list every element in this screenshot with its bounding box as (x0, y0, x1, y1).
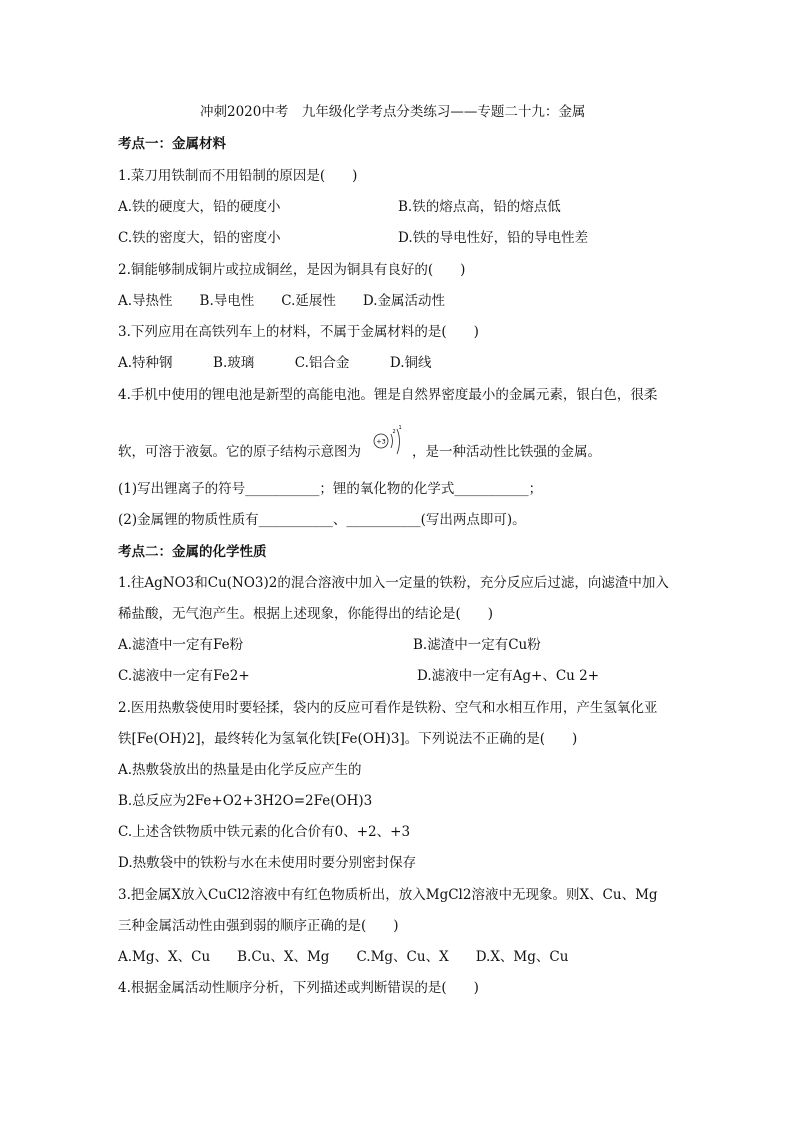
question-4-line-2b: ，是一种活动性比铁强的金属。 (412, 444, 601, 460)
question-2-options: A.导热性 B.导电性 C.延展性 D.金属活动性 (118, 293, 446, 309)
section-heading-1: 考点一：金属材料 (118, 136, 226, 152)
question-5-option-a: A.滤渣中一定有Fe粉 (118, 637, 244, 653)
question-4-line-1: 4.手机中使用的锂电池是新型的高能电池。锂是自然界密度最小的金属元素，银白色，很柔 (118, 387, 658, 403)
question-6-option-d: D.热敷袋中的铁粉与水在未使用时要分别密封保存 (118, 855, 417, 871)
question-6-option-a: A.热敷袋放出的热量是由化学反应产生的 (118, 762, 362, 778)
question-5-line-1: 1.往AgNO3和Cu(NO3)2的混合溶液中加入一定量的铁粉，充分反应后过滤，向滤渣中加入 (118, 575, 669, 591)
shell-1-electrons: 2 (392, 429, 396, 435)
question-7-line-2: 三种金属活动性由强到弱的顺序正确的是( ) (118, 918, 399, 934)
question-8-stem: 4.根据金属活动性顺序分析，下列描述或判断错误的是( ) (118, 980, 479, 996)
question-1-option-c: C.铁的密度大，铅的密度小 (118, 230, 281, 246)
section-heading-2: 考点二：金属的化学性质 (118, 544, 267, 560)
question-1-stem: 1.菜刀用铁制而不用铅制的原因是( ) (118, 168, 358, 184)
question-6-line-2: 铁[Fe(OH)2]，最终转化为氢氧化铁[Fe(OH)3]。下列说法不正确的是( ) (118, 731, 578, 747)
question-4-line-2a: 软，可溶于液氨。它的原子结构示意图为 (118, 444, 361, 460)
question-1-option-d: D.铁的导电性好，铅的导电性差 (398, 230, 589, 246)
question-5-option-b: B.滤渣中一定有Cu粉 (413, 637, 541, 653)
question-6-option-c: C.上述含铁物质中铁元素的化合价有0、+2、+3 (118, 824, 411, 840)
question-7-options: A.Mg、X、Cu B.Cu、X、Mg C.Mg、Cu、X D.X、Mg、Cu (118, 949, 569, 965)
question-5-option-c: C.滤液中一定有Fe2+ (118, 668, 250, 684)
question-7-line-1: 3.把金属X放入CuCl2溶液中有红色物质析出，放入MgCl2溶液中无现象。则X、Cu、Mg (118, 887, 658, 903)
shell-2-electrons: 1 (398, 425, 402, 431)
question-3-options: A.特种钢 B.玻璃 C.铝合金 D.铜线 (118, 355, 432, 371)
question-5-option-d: D.滤液中一定有Ag+、Cu 2+ (417, 668, 600, 684)
lithium-atom-structure-diagram (371, 424, 411, 464)
question-4-sub-1: (1)写出锂离子的符号___________；锂的氧化物的化学式___________； (118, 481, 543, 497)
question-1-option-b: B.铁的熔点高，铅的熔点低 (398, 199, 561, 215)
question-5-line-2: 稀盐酸，无气泡产生。根据上述现象，你能得出的结论是( ) (118, 606, 494, 622)
nucleus-charge-label: +3 (376, 437, 386, 446)
question-6-option-b: B.总反应为2Fe+O2+3H2O=2Fe(OH)3 (118, 793, 373, 809)
question-3-stem: 3.下列应用在高铁列车上的材料，不属于金属材料的是( ) (118, 324, 479, 340)
page-title: 冲刺2020中考 九年级化学考点分类练习——专题二十九：金属 (200, 104, 586, 120)
question-6-line-1: 2.医用热敷袋使用时要轻揉，袋内的反应可看作是铁粉、空气和水相互作用，产生氢氧化亚 (118, 700, 658, 716)
question-2-stem: 2.铜能够制成铜片或拉成铜丝，是因为铜具有良好的( ) (118, 262, 466, 278)
question-4-sub-2: (2)金属锂的物质性质有___________、___________(写出两点即可)。 (118, 512, 526, 528)
question-1-option-a: A.铁的硬度大，铅的硬度小 (118, 199, 281, 215)
